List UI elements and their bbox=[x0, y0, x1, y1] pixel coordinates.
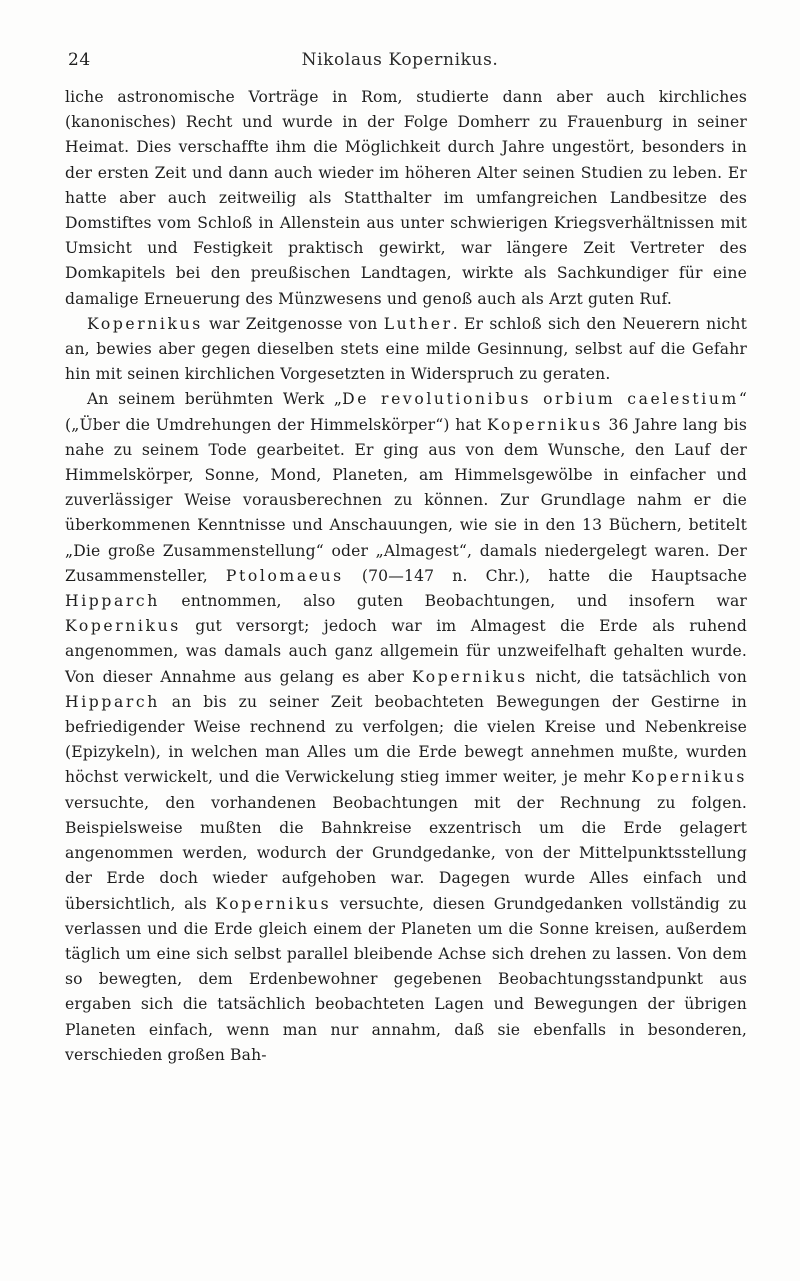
spaced-emphasis-text: Kopernikus bbox=[65, 617, 181, 636]
text-run: entnommen, also guten Beobachtungen, und insofern war bbox=[159, 592, 747, 611]
spaced-emphasis-text: Hipparch bbox=[65, 692, 160, 711]
text-run: war Zeitgenosse von bbox=[202, 314, 384, 333]
text-run: versuchte, diesen Grundgedanken vollständig zu verlassen und die Erde gleich einem der Planeten um die Sonne kreisen, außerdem täglich um eine sich selbst parallel bleibende Achse sich drehen zu lassen. Von dem so bewegten, dem Erdenbewohner gegebenen Beobachtungsstandpunkt aus ergaben sich die tatsächlich beobachteten Lagen und Bewegungen der übrigen Planeten einfach, wenn man nur annahm, daß sie ebenfalls in besonderen, verschieden großen Bah- bbox=[65, 894, 747, 1064]
spaced-emphasis-text: Ptolomaeus bbox=[225, 566, 344, 585]
paragraph-1 bbox=[65, 85, 747, 312]
body-text bbox=[65, 85, 747, 1068]
text-run: . Er schloß sich den Neuerern nicht an, bewies aber gegen dieselben stets eine milde Gesinnung, selbst auf die Gefahr hin mit seinen kirchlichen Vorgesetzten in Widerspruch zu geraten. bbox=[65, 314, 747, 384]
spaced-emphasis-text: Kopernikus bbox=[87, 314, 203, 333]
paragraph-2 bbox=[65, 312, 747, 388]
page-number: 24 bbox=[68, 50, 91, 70]
paragraph-3 bbox=[65, 387, 747, 1067]
spaced-emphasis-text: Hipparch bbox=[65, 592, 160, 611]
spaced-emphasis-text: Kopernikus bbox=[411, 667, 528, 686]
spaced-emphasis-text: Luther bbox=[383, 314, 453, 333]
text-run: an bis zu seiner Zeit beobachteten Bewegungen der Gestirne in befriedigender Weise rechnend zu verfolgen; die vielen Kreise und Nebenkreise (Epizykeln), in welchen man Alles um die Erde bewegt annehmen mußte, wurden höchst verwickelt, und die Verwickelung stieg immer weiter, je mehr bbox=[65, 692, 747, 787]
spaced-emphasis-text: De revolutionibus orbium caelestium bbox=[342, 390, 739, 409]
spaced-emphasis-text: Kopernikus bbox=[487, 415, 603, 434]
text-run: gut versorgt; jedoch war im Almagest die Erde als ruhend angenommen, was damals auch ganz allgemein für unzweifelhaft gehalten wurde. Von dieser Annahme aus gelang es aber bbox=[65, 617, 747, 686]
text-run: An seinem berühmten Werk „ bbox=[87, 390, 343, 409]
text-run: 36 Jahre lang bis nahe zu seinem Tode gearbeitet. Er ging aus von dem Wunsche, den Lauf der Himmelskörper, Sonne, Mond, Planeten, am Himmelsgewölbe in einfacher und zuverlässiger Weise vorausberechnen zu können. Zur Grundlage nahm er die überkommenen Kenntnisse und Anschauungen, wie sie in den 13 Büchern, betitelt „Die große Zusammenstellung“ oder „Almagest“, damals niedergelegt waren. Der Zusammensteller, bbox=[65, 415, 747, 585]
text-run: (70—147 n. Chr.), hatte die Hauptsache bbox=[343, 566, 747, 585]
spaced-emphasis-text: Kopernikus bbox=[215, 894, 332, 913]
text-run: “ („Über die Umdrehungen der Himmelskörper“) hat bbox=[65, 390, 747, 434]
text-run: versuchte, den vorhandenen Beobachtungen mit der Rechnung zu folgen. Beispielsweise mußten die Bahnkreise exzentrisch um die Erde gelagert angenommen werden, wodurch der Grundgedanke, von der Mittelpunktsstellung der Erde doch wieder aufgehoben war. Dagegen wurde Alles einfach und übersichtlich, als bbox=[65, 793, 747, 913]
text-run: nicht, die tatsächlich von bbox=[527, 667, 747, 686]
running-head: Nikolaus Kopernikus. bbox=[301, 50, 499, 70]
spaced-emphasis-text: Kopernikus bbox=[631, 768, 747, 787]
text-run: liche astronomische Vorträge in Rom, studierte dann aber auch kirchliches (kanonisches) Recht und wurde in der Folge Domherr zu Frauenburg in seiner Heimat. Dies verschaffte ihm die Möglichkeit durch Jahre ungestört, besonders in der ersten Zeit und dann auch wieder im höheren Alter seinen Studien zu leben. Er hatte aber auch zeitweilig als Statthalter im umfangreichen Landbesitze des Domstiftes vom Schloß in Allenstein aus unter schwierigen Kriegsverhältnissen mit Umsicht und Festigkeit praktisch gewirkt, war längere Zeit Vertreter des Domkapitels bei den preußischen Landtagen, wirkte als Sachkundiger für eine damalige Erneuerung des Münzwesens und genoß auch als Arzt guten Ruf. bbox=[65, 88, 747, 308]
